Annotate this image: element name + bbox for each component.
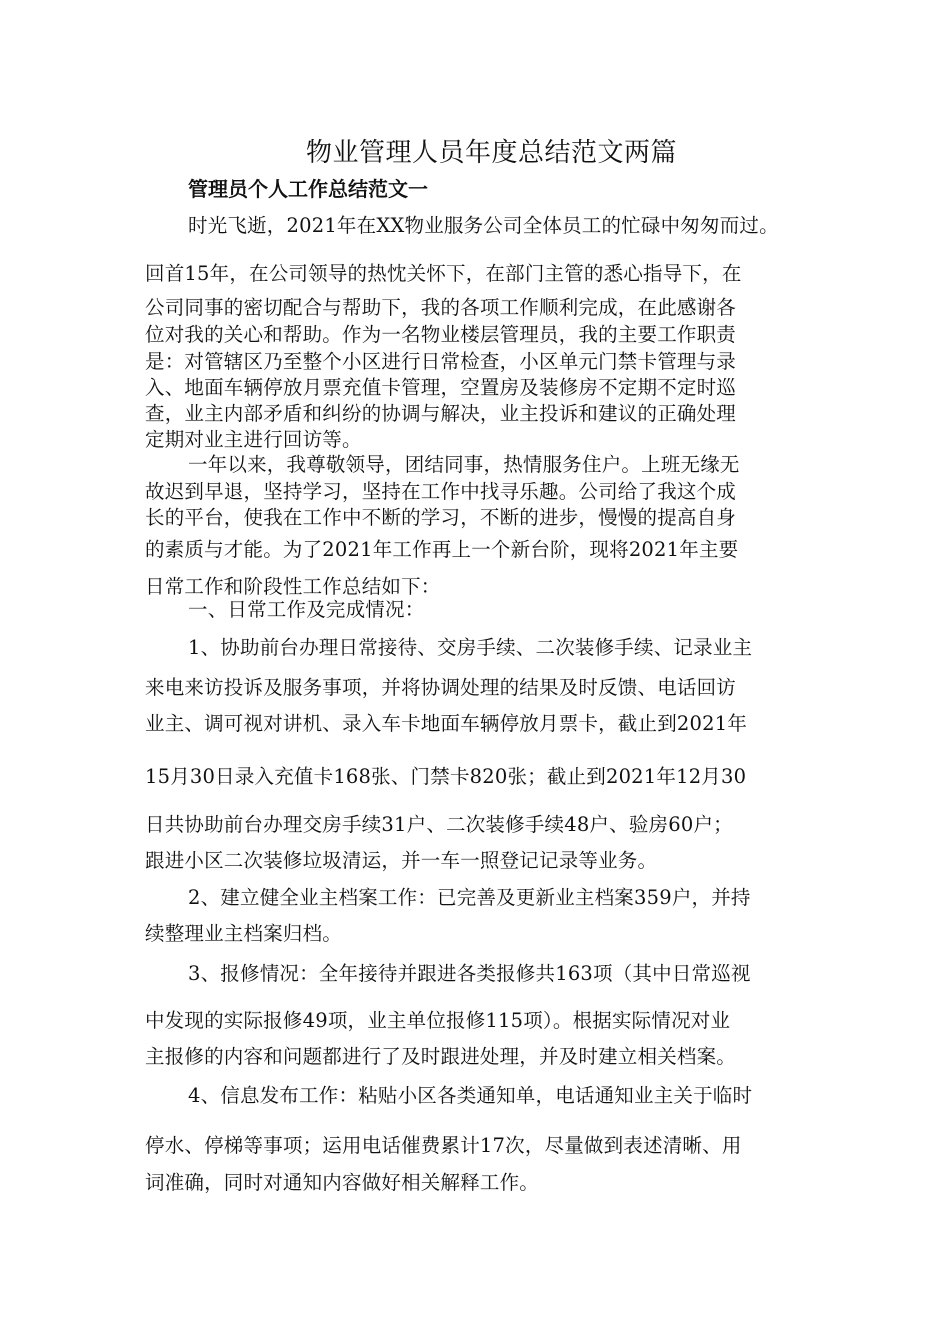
paragraph-line: 日共协助前台办理交房手续31户、二次装修手续48户、验房60户； [145, 813, 733, 836]
paragraph-line: 日常工作和阶段性工作总结如下： [145, 575, 441, 598]
paragraph-line: 定期对业主进行回访等。 [145, 428, 362, 451]
paragraph-line: 一年以来，我尊敬领导，团结同事，热情服务住户。上班无缘无 [188, 453, 740, 476]
paragraph-line: 停水、停梯等事项；运用电话催费累计17次，尽量做到表述清晰、用 [145, 1134, 742, 1157]
paragraph-line: 词准确，同时对通知内容做好相关解释工作。 [145, 1171, 540, 1194]
paragraph-line: 跟进小区二次装修垃圾清运，并一车一照登记记录等业务。 [145, 849, 658, 872]
paragraph-line: 一、日常工作及完成情况： [188, 598, 425, 621]
paragraph-line: 15月30日录入充值卡168张、门禁卡820张；截止到2021年12月30 [145, 765, 747, 788]
paragraph-line: 续整理业主档案归档。 [145, 922, 343, 945]
paragraph-line: 回首15年，在公司领导的热忱关怀下，在部门主管的悉心指导下，在 [145, 262, 742, 285]
paragraph-line: 是：对管辖区乃至整个小区进行日常检查，小区单元门禁卡管理与录 [145, 350, 737, 373]
paragraph-line: 中发现的实际报修49项，业主单位报修115项）。根据实际情况对业 [145, 1009, 731, 1032]
paragraph-line: 长的平台，使我在工作中不断的学习，不断的进步，慢慢的提高自身 [145, 506, 737, 529]
paragraph-line: 4、信息发布工作：粘贴小区各类通知单，电话通知业主关于临时 [188, 1084, 753, 1107]
paragraph-line: 来电来访投诉及服务事项，并将协调处理的结果及时反馈、电话回访 [145, 676, 737, 699]
paragraph-line: 3、报修情况：全年接待并跟进各类报修共163项（其中日常巡视 [188, 962, 751, 985]
paragraph-line: 1、协助前台办理日常接待、交房手续、二次装修手续、记录业主 [188, 636, 753, 659]
document-title: 物业管理人员年度总结范文两篇 [306, 138, 678, 168]
paragraph-line: 入、地面车辆停放月票充值卡管理，空置房及装修房不定期不定时巡 [145, 376, 737, 399]
section-heading: 管理员个人工作总结范文一 [188, 177, 428, 201]
paragraph-line: 故迟到早退，坚持学习，坚持在工作中找寻乐趣。公司给了我这个成 [145, 480, 737, 503]
paragraph-line: 的素质与才能。为了2021年工作再上一个新台阶，现将2021年主要 [145, 538, 739, 561]
paragraph-line: 业主、调可视对讲机、录入车卡地面车辆停放月票卡，截止到2021年 [145, 712, 748, 735]
paragraph-line: 查，业主内部矛盾和纠纷的协调与解决，业主投诉和建议的正确处理 [145, 402, 737, 425]
paragraph-line: 位对我的关心和帮助。作为一名物业楼层管理员，我的主要工作职责 [145, 323, 737, 346]
paragraph-line: 公司同事的密切配合与帮助下，我的各项工作顺利完成，在此感谢各 [145, 296, 737, 319]
paragraph-line: 主报修的内容和问题都进行了及时跟进处理，并及时建立相关档案。 [145, 1045, 737, 1068]
paragraph-line: 2、建立健全业主档案工作：已完善及更新业主档案359户，并持 [188, 886, 751, 909]
paragraph-line: 时光飞逝，2021年在XX物业服务公司全体员工的忙碌中匆匆而过。 [188, 214, 779, 237]
